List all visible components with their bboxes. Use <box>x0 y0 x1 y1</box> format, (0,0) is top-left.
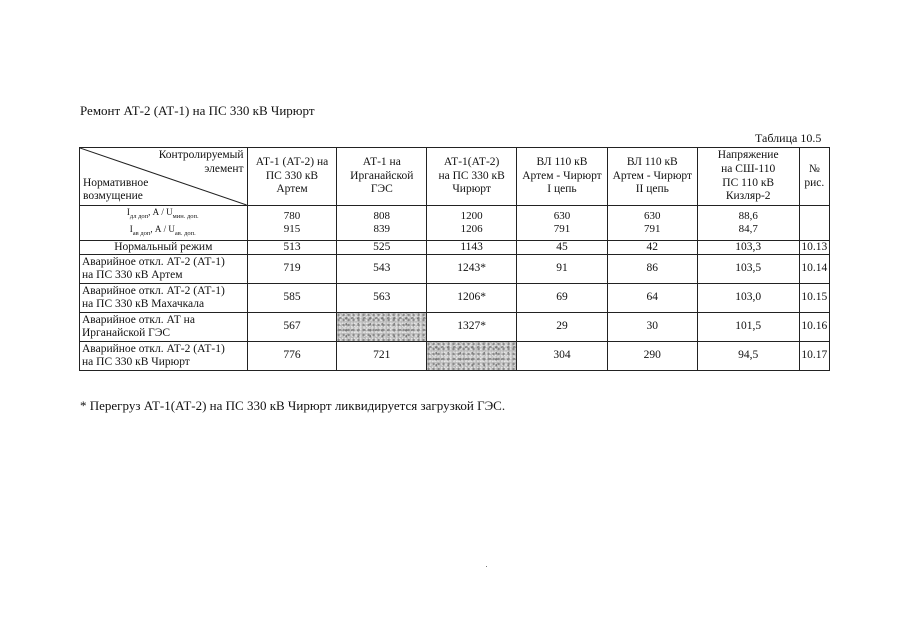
table-cell: 567 <box>247 313 337 342</box>
table-cell: 513 <box>247 240 337 255</box>
figure-ref: 10.13 <box>799 240 829 255</box>
table-cell: 290 <box>607 342 697 371</box>
column-header: АТ-1 на Ирганайской ГЭС <box>337 148 427 206</box>
table-cell: 29 <box>517 313 608 342</box>
table-cell: 808 839 <box>337 206 427 241</box>
table-cell: 101,5 <box>697 313 799 342</box>
row-label: Нормальный режим <box>80 240 248 255</box>
table-cell: 719 <box>247 255 337 284</box>
column-header: ВЛ 110 кВ Артем - Чирюрт I цепь <box>517 148 608 206</box>
table-cell: 103,5 <box>697 255 799 284</box>
controlled-element-label: Контролируемый элемент <box>158 149 244 175</box>
column-header: ВЛ 110 кВ Артем - Чирюрт II цепь <box>607 148 697 206</box>
table-cell: 563 <box>337 284 427 313</box>
table-cell: 304 <box>517 342 608 371</box>
column-header: АТ-1 (АТ-2) на ПС 330 кВ Артем <box>247 148 337 206</box>
table-cell: 1143 <box>427 240 517 255</box>
results-table <box>79 147 830 371</box>
table-cell: 1327* <box>427 313 517 342</box>
footnote: * Перегруз АТ-1(АТ-2) на ПС 330 кВ Чирюрт ликвидируется загрузкой ГЭС. <box>80 398 506 413</box>
table-cell: 1200 1206 <box>427 206 517 241</box>
column-header: Напряжение на СШ-110 ПС 110 кВ Кизляр-2 <box>697 148 799 206</box>
row-label: Аварийное откл. АТ-2 (АТ-1) на ПС 330 кВ Махачкала <box>80 284 248 313</box>
figure-ref: 10.17 <box>799 342 829 371</box>
table-cell: 69 <box>517 284 608 313</box>
table-cell: 91 <box>517 255 608 284</box>
table-cell: 42 <box>607 240 697 255</box>
table-cell: 88,6 84,7 <box>697 206 799 241</box>
limits-label: $I_{дл доп}$, А / $U_{мин. доп.}$ $I_{ав доп}$, А / $U_{ав. доп.}$ <box>80 206 248 241</box>
column-header: АТ-1(АТ-2) на ПС 330 кВ Чирюрт <box>427 148 517 206</box>
table-cell: 1206* <box>427 284 517 313</box>
figure-ref: 10.15 <box>799 284 829 313</box>
disturbance-label: Нормативное возмущение <box>83 176 149 203</box>
table-row <box>80 284 830 313</box>
table-cell: 721 <box>337 342 427 371</box>
redacted-cell <box>337 313 427 342</box>
table-row <box>80 313 830 342</box>
table-number: Таблица 10.5 <box>755 131 822 145</box>
diagonal-header-cell <box>80 148 248 206</box>
figure-ref: 10.14 <box>799 255 829 284</box>
column-header: № рис. <box>799 148 829 206</box>
table-cell: 1243* <box>427 255 517 284</box>
table-cell: 64 <box>607 284 697 313</box>
row-label: Аварийное откл. АТ-2 (АТ-1) на ПС 330 кВ Артем <box>80 255 248 284</box>
scan-speck <box>486 566 487 567</box>
table-cell: 103,3 <box>697 240 799 255</box>
table-row <box>80 255 830 284</box>
figure-ref: 10.16 <box>799 313 829 342</box>
table-cell: 94,5 <box>697 342 799 371</box>
table-cell: 776 <box>247 342 337 371</box>
table-cell: 525 <box>337 240 427 255</box>
table-cell: 543 <box>337 255 427 284</box>
row-label: Аварийное откл. АТ на Ирганайской ГЭС <box>80 313 248 342</box>
table-cell <box>799 206 829 241</box>
table-cell: 630 791 <box>517 206 608 241</box>
table-row <box>80 342 830 371</box>
table-cell: 103,0 <box>697 284 799 313</box>
document-heading: Ремонт АТ-2 (АТ-1) на ПС 330 кВ Чирюрт <box>80 103 315 118</box>
norm-limits-row <box>80 206 830 241</box>
table-cell: 585 <box>247 284 337 313</box>
row-label: Аварийное откл. АТ-2 (АТ-1) на ПС 330 кВ Чирюрт <box>80 342 248 371</box>
table-cell: 630 791 <box>607 206 697 241</box>
table-row <box>80 240 830 255</box>
table-cell: 86 <box>607 255 697 284</box>
redacted-cell <box>427 342 517 371</box>
table-cell: 780 915 <box>247 206 337 241</box>
table-cell: 45 <box>517 240 608 255</box>
header-row <box>80 148 830 206</box>
table-cell: 30 <box>607 313 697 342</box>
